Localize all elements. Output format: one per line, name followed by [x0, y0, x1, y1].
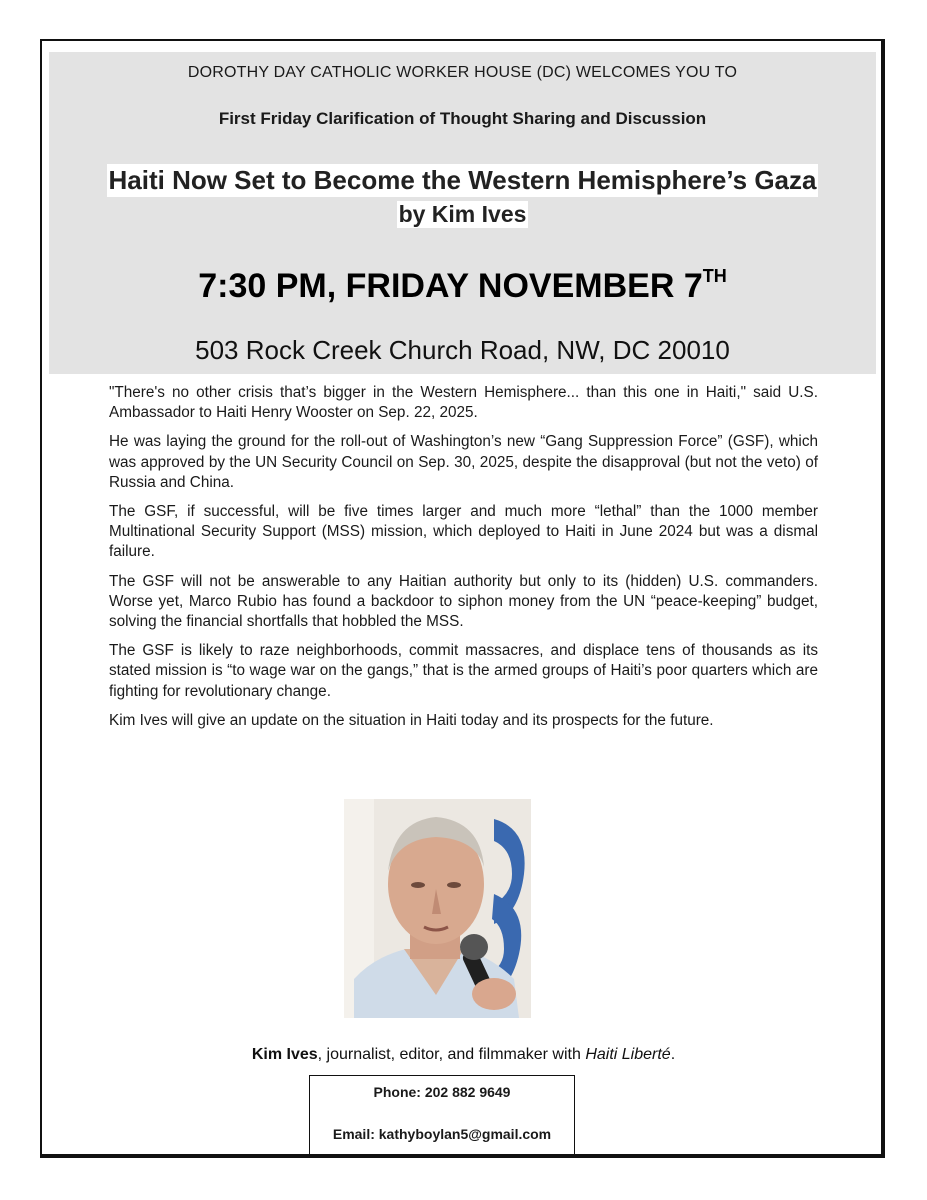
caption-end: . — [670, 1046, 676, 1063]
event-time-suffix: TH — [702, 266, 727, 286]
paragraph: The GSF is likely to raze neighborhoods, commit massacres, and displace tens of thousands as its stated mission is “to wage war on the gangs,” that is the armed groups of Haiti’s poor quarters which are fighting for revolutionary change. — [109, 642, 818, 700]
paragraph: Kim Ives will give an update on the situation in Haiti today and its prospects for the future. — [109, 711, 714, 729]
speaker-photo — [344, 799, 531, 1018]
paragraph: He was laying the ground for the roll-out of Washington’s new “Gang Suppression Force” (GSF), which was approved by the UN Security Council on Sep. 30, 2025, despite the disapproval (but not the veto) of Russia and China. — [109, 433, 818, 491]
byline: by Kim Ives — [398, 201, 527, 227]
paragraph: The GSF will not be answerable to any Haitian authority but only to its (hidden) U.S. commanders. Worse yet, Marco Rubio has found a backdoor to siphon money from the UN “peace-keeping” budget, solving the financial shortfalls that hobbled the MSS. — [109, 572, 818, 631]
paragraph: The GSF, if successful, will be five times larger and much more “lethal” than the 1000 member Multinational Security Support (MSS) mission, which deployed to Haiti in June 2024 but was a dismal failure. — [109, 503, 818, 561]
event-time-main: 7:30 PM, FRIDAY NOVEMBER 7 — [198, 267, 703, 305]
contact-phone: Phone: 202 882 9649 — [373, 1084, 511, 1100]
speaker-caption — [0, 1046, 927, 1064]
contact-email: Email: kathyboylan5@gmail.com — [332, 1126, 552, 1142]
welcome-line: DOROTHY DAY CATHOLIC WORKER HOUSE (DC) WELCOMES YOU TO — [187, 64, 738, 81]
series-title: First Friday Clarification of Thought Sharing and Discussion — [218, 109, 707, 128]
speaker-description: , journalist, editor, and filmmaker with — [317, 1046, 586, 1063]
speaker-portrait-illustration — [344, 799, 531, 1018]
byline-wrap — [49, 201, 876, 228]
speaker-name: Kim Ives — [251, 1046, 318, 1063]
event-title-wrap — [49, 164, 876, 197]
article-body — [109, 383, 818, 740]
publication-name: Haiti Liberté — [585, 1046, 671, 1063]
event-address: 503 Rock Creek Church Road, NW, DC 20010 — [195, 335, 730, 365]
event-time — [49, 266, 876, 306]
contact-box — [309, 1075, 575, 1155]
header-banner — [49, 52, 876, 374]
paragraph: "There's no other crisis that’s bigger in the Western Hemisphere... than this one in Haiti," said U.S. Ambassador to Haiti Henry Wooster on Sep. 22, 2025. — [109, 384, 818, 422]
event-title: Haiti Now Set to Become the Western Hemisphere’s Gaza — [108, 165, 817, 195]
